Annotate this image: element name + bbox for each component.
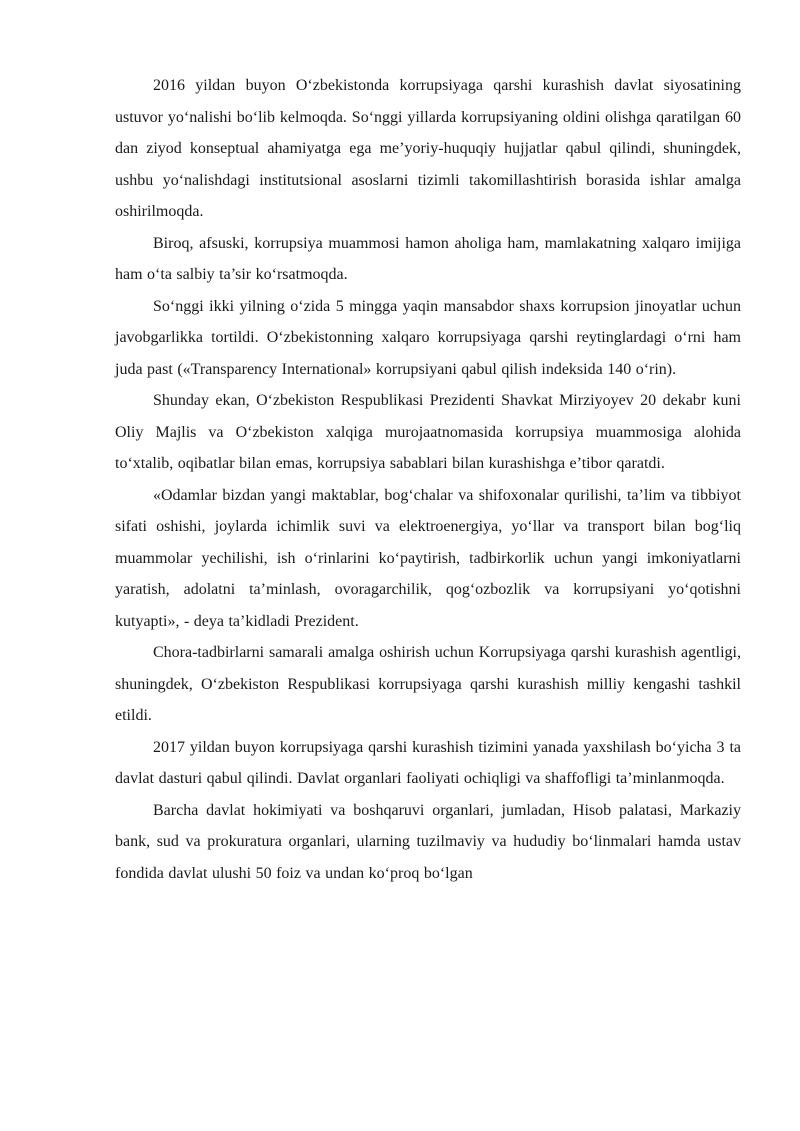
paragraph-3: So‘nggi ikki yilning o‘zida 5 mingga yaqin mansabdor shaxs korrupsion jinoyatlar uchun javobgarlikka tortildi. O‘zbekistonning xalqaro korrupsiyaga qarshi reytinglardagi o‘rni ham juda past («Transparency International» korrupsiyani qabul qilish indeksida 140 o‘rin).	[115, 297, 741, 378]
paragraph-4: Shunday ekan, O‘zbekiston Respublikasi Prezidenti Shavkat Mirziyoyev 20 dekabr kuni Oliy Majlis va O‘zbekiston xalqiga murojaatnomasida korrupsiya muammosiga alohida to‘xtalib, oqibatlar bilan emas, korrupsiya sabablari bilan kurashishga e’tibor qaratdi.	[115, 392, 741, 472]
paragraph-2: Biroq, afsuski, korrupsiya muammosi hamon aholiga ham, mamlakatning xalqaro imijiga ham o‘ta salbiy ta’sir ko‘rsatmoqda.	[115, 234, 741, 283]
paragraph-1: 2016 yildan buyon O‘zbekistonda korrupsiyaga qarshi kurashish davlat siyosatining ustuvor yo‘nalishi bo‘lib kelmoqda. So‘nggi yillarda korrupsiyaning oldini olishga qaratilgan 60 dan ziyod konseptual ahamiyatga ega me’yoriy-huquqiy hujjatlar qabul qilindi, shuningdek, ushbu yo‘nalishdagi institutsional asoslarni tizimli takomillashtirish borasida ishlar amalga oshirilmoqda.	[115, 77, 741, 220]
paragraph-5: «Odamlar bizdan yangi maktablar, bog‘chalar va shifoxonalar qurilishi, ta’lim va tibbiyot sifati oshishi, joylarda ichimlik suvi va elektroenergiya, yo‘llar va transport bilan bog‘liq muammolar yechilishi, ish o‘rinlarini ko‘paytirish, tadbirkorlik uchun yangi imkoniyatlarni yaratish, adolatni ta’minlash, ovoragarchilik, qog‘ozbozlik va korrupsiyani yo‘qotishni kutyapti», - deya ta’kidladi Prezident.	[115, 486, 741, 630]
paragraph-7: 2017 yildan buyon korrupsiyaga qarshi kurashish tizimini yanada yaxshilash bo‘yicha 3 ta davlat dasturi qabul qilindi. Davlat organlari faoliyati ochiqligi va shaffofligi ta’minlanmoqda.	[115, 738, 741, 787]
paragraph-6: Chora-tadbirlarni samarali amalga oshirish uchun Korrupsiyaga qarshi kurashish agentligi, shuningdek, O‘zbekiston Respublikasi korrupsiyaga qarshi kurashish milliy kengashi tashkil etildi.	[115, 644, 741, 724]
document-body	[115, 70, 741, 889]
paragraph-8: Barcha davlat hokimiyati va boshqaruvi organlari, jumladan, Hisob palatasi, Markaziy bank, sud va prokuratura organlari, ularning tuzilmaviy va hududiy bo‘linmalari hamda ustav fondida davlat ulushi 50 foiz va undan ko‘proq bo‘lgan	[115, 801, 741, 882]
